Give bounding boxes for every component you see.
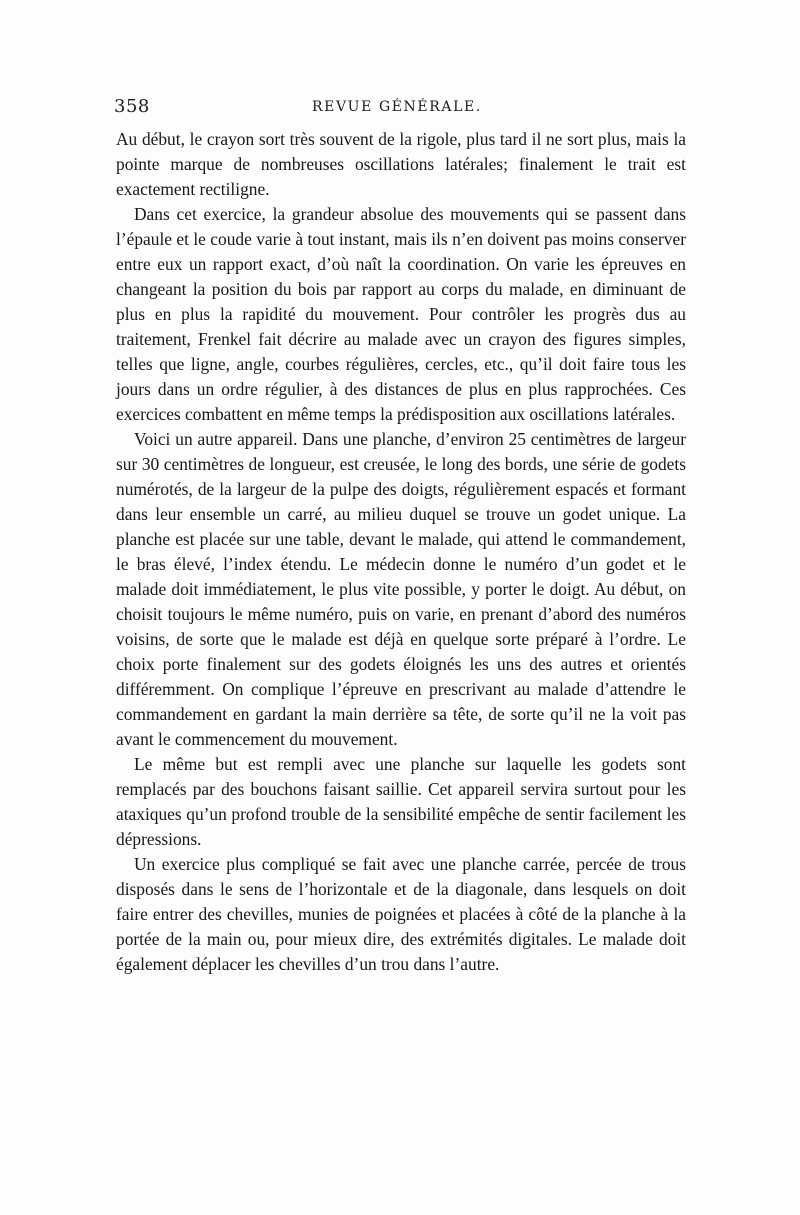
page-number: 358 <box>114 96 150 117</box>
paragraph-5: Un exercice plus compliqué se fait avec une planche carrée, percée de trous disposés dans le sens de l’horizontale et de la diagonale, dans lesquels on doit faire entrer des chevilles, munies de poignées et placées à côté de la planche à la portée de la main ou, pour mieux dire, des extrémités digitales. Le malade doit également déplacer les chevilles d’un trou dans l’autre. <box>116 854 686 974</box>
body-text <box>116 127 686 977</box>
paragraph-4: Le même but est rempli avec une planche sur laquelle les godets sont remplacés par des bouchons faisant saillie. Cet appareil servira surtout pour les ataxiques qu’un profond trouble de la sensibilité empêche de sentir facilement les dépressions. <box>116 754 686 849</box>
running-head: REVUE GÉNÉRALE. <box>312 99 482 115</box>
paragraph-1: Au début, le crayon sort très souvent de la rigole, plus tard il ne sort plus, mais la pointe marque de nombreuses oscillations latérales; finalement le trait est exactement rectiligne. <box>116 129 686 199</box>
paragraph-2: Dans cet exercice, la grandeur absolue des mouvements qui se passent dans l’épaule et le coude varie à tout instant, mais ils n’en doivent pas moins conserver entre eux un rapport exact, d’où naît la coordination. On varie les épreuves en changeant la position du bois par rapport au corps du malade, en diminuant de plus en plus la rapidité du mouvement. Pour contrôler les progrès dus au traitement, Frenkel fait décrire au malade avec un crayon des figures simples, telles que ligne, angle, courbes régulières, cercles, etc., qu’il doit faire tous les jours dans un ordre régulier, à des distances de plus en plus rapprochées. Ces exercices combattent en même temps la prédisposition aux oscillations latérales. <box>116 204 686 424</box>
page-header <box>114 96 704 122</box>
paragraph-3: Voici un autre appareil. Dans une planche, d’environ 25 centimètres de largeur sur 30 centimètres de longueur, est creusée, le long des bords, une série de godets numérotés, de la largeur de la pulpe des doigts, régulièrement espacés et formant dans leur ensemble un carré, au milieu duquel se trouve un godet unique. La planche est placée sur une table, devant le malade, qui attend le commandement, le bras élevé, l’index étendu. Le médecin donne le numéro d’un godet et le malade doit immédiatement, le plus vite possible, y porter le doigt. Au début, on choisit toujours le même numéro, puis on varie, en prenant d’abord des numéros voisins, de sorte que le malade est déjà en quelque sorte préparé à l’ordre. Le choix porte finalement sur des godets éloignés les uns des autres et orientés différemment. On complique l’épreuve en prescrivant au malade d’attendre le commandement en gardant la main derrière sa tête, de sorte qu’il ne la voit pas avant le commencement du mouvement. <box>116 429 686 749</box>
